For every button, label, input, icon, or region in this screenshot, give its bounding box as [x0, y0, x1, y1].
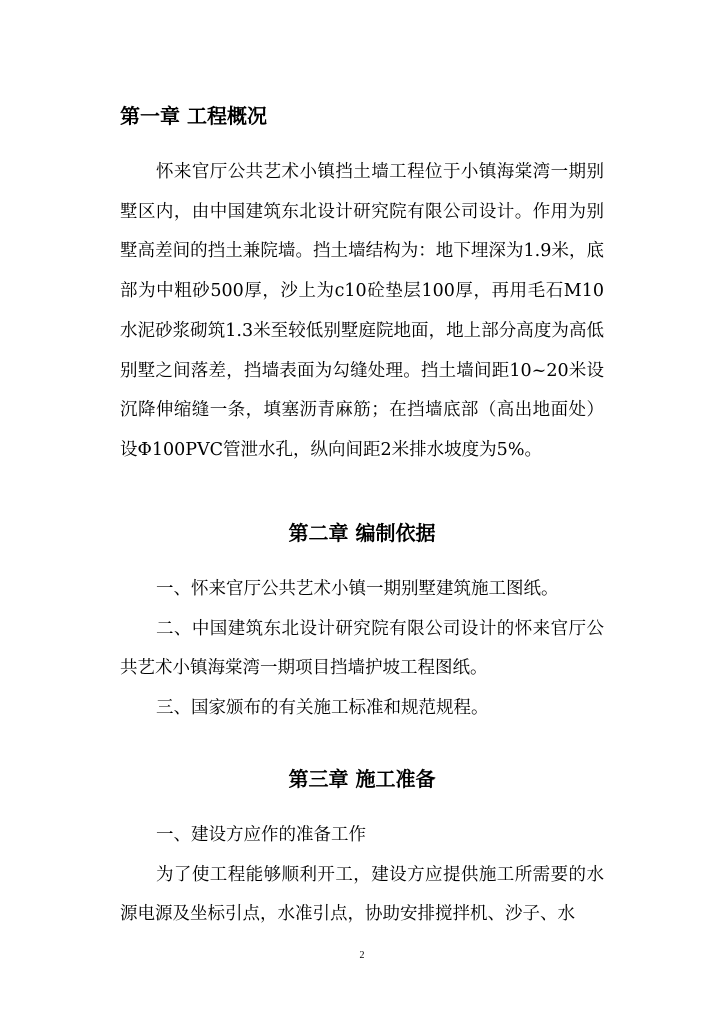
list-item: 二、中国建筑东北设计研究院有限公司设计的怀来官厅公共艺术小镇海棠湾一期项目挡墙护坡工程图纸。: [120, 618, 604, 679]
page-number: 2: [359, 950, 365, 961]
chapter-1-title: 第一章 工程概况: [120, 104, 267, 128]
chapter-2-list: [120, 570, 604, 729]
list-item: 三、国家颁布的有关施工标准和规范规程。: [156, 698, 489, 719]
list-item: 为了使工程能够顺利开工，建设方应提供施工所需要的水源电源及坐标引点，水准引点，协助安排搅拌机、沙子、水: [120, 864, 604, 925]
chapter-3-list: [120, 816, 604, 935]
chapter-2-title: 第二章 编制依据: [288, 521, 436, 545]
chapter-1-body: 怀来官厅公共艺术小镇挡土墙工程位于小镇海棠湾一期别墅区内，由中国建筑东北设计研究院有限公司设计。作用为别墅高差间的挡土兼院墙。挡土墙结构为：地下埋深为1.9米，底部为中粗砂500厚，沙上为c10砼垫层100厚，再用毛石M10水泥砂浆砌筑1.3米至较低别墅庭院地面，地上部分高度为高低别墅之间落差，挡墙表面为勾缝处理。挡土墙间距10~20米设沉降伸缩缝一条，填塞沥青麻筋；在挡墙底部（高出地面处）设Φ100PVC管泄水孔，纵向间距2米排水坡度为5%。: [120, 162, 604, 460]
list-item: 一、建设方应作的准备工作: [156, 825, 366, 845]
chapter-3-title: 第三章 施工准备: [288, 767, 436, 791]
list-item: 一、怀来官厅公共艺术小镇一期别墅建筑施工图纸。: [156, 579, 559, 599]
